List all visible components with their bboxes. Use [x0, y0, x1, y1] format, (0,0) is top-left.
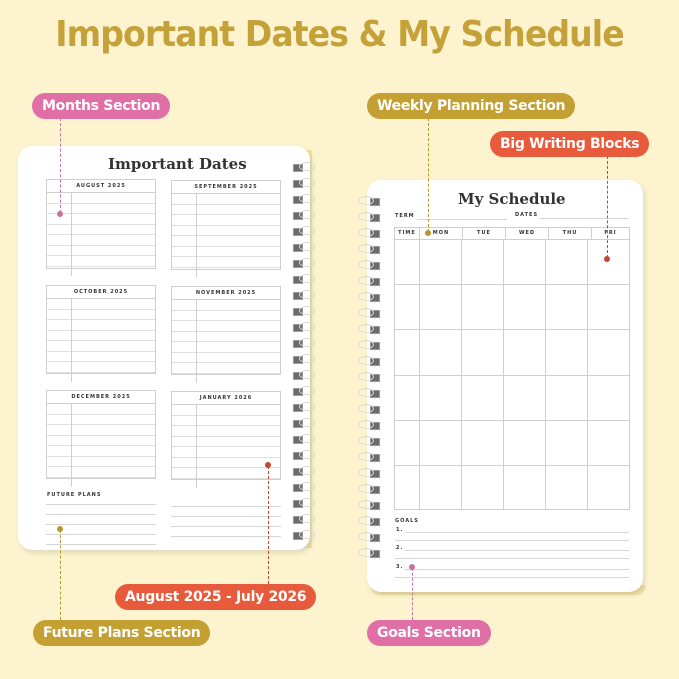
date-range-callout: August 2025 - July 2026 [115, 584, 316, 610]
col-time: TIME [395, 228, 420, 239]
month-box-december [46, 390, 156, 479]
months-section-callout: Months Section [32, 93, 170, 119]
month-label: DECEMBER 2025 [47, 391, 155, 404]
month-label: JANUARY 2026 [172, 392, 280, 405]
important-dates-title: Important Dates [108, 155, 247, 173]
goal-number-2: 2. [396, 545, 404, 551]
blocks-leader-line [607, 156, 608, 258]
future-plans-callout: Future Plans Section [33, 620, 210, 646]
weekly-schedule-grid [394, 227, 630, 510]
dates-label: DATES [515, 212, 539, 218]
month-box-september [171, 180, 281, 270]
col-fri: FRI [604, 230, 617, 236]
weekly-leader-dot [425, 230, 431, 236]
my-schedule-title: My Schedule [458, 190, 566, 208]
page-title: Important Dates & My Schedule [55, 14, 624, 55]
weekly-leader-line [428, 118, 429, 232]
month-label: OCTOBER 2025 [47, 286, 155, 299]
col-wed: WED [506, 228, 549, 239]
futureplans-leader-line [60, 530, 61, 620]
big-writing-blocks-callout: Big Writing Blocks [490, 131, 649, 157]
months-leader-line [60, 118, 61, 213]
month-label: NOVEMBER 2025 [172, 287, 280, 300]
futureplans-leader-dot [57, 526, 63, 532]
left-notebook-page [18, 146, 310, 550]
goal-number-1: 1. [396, 527, 404, 533]
blocks-leader-dot [604, 256, 610, 262]
col-tue: TUE [463, 228, 506, 239]
month-box-november [171, 286, 281, 375]
goals-section-callout: Goals Section [367, 620, 491, 646]
month-label: AUGUST 2025 [47, 180, 155, 193]
future-plans-label: FUTURE PLANS [47, 492, 102, 498]
months-leader-dot [57, 211, 63, 217]
daterange-leader-dot [265, 462, 271, 468]
goal-number-3: 3. [396, 564, 404, 570]
col-thu: THU [549, 228, 592, 239]
right-notebook-page [367, 180, 643, 592]
goals-leader-line [412, 568, 413, 620]
weekly-planning-callout: Weekly Planning Section [367, 93, 575, 119]
daterange-leader-line [268, 466, 269, 584]
month-label: SEPTEMBER 2025 [172, 181, 280, 194]
goals-leader-dot [409, 564, 415, 570]
goals-label: GOALS [395, 518, 419, 524]
month-box-august [46, 179, 156, 269]
term-label: TERM [395, 213, 415, 219]
col-mon: MON [420, 228, 463, 239]
month-box-october [46, 285, 156, 374]
